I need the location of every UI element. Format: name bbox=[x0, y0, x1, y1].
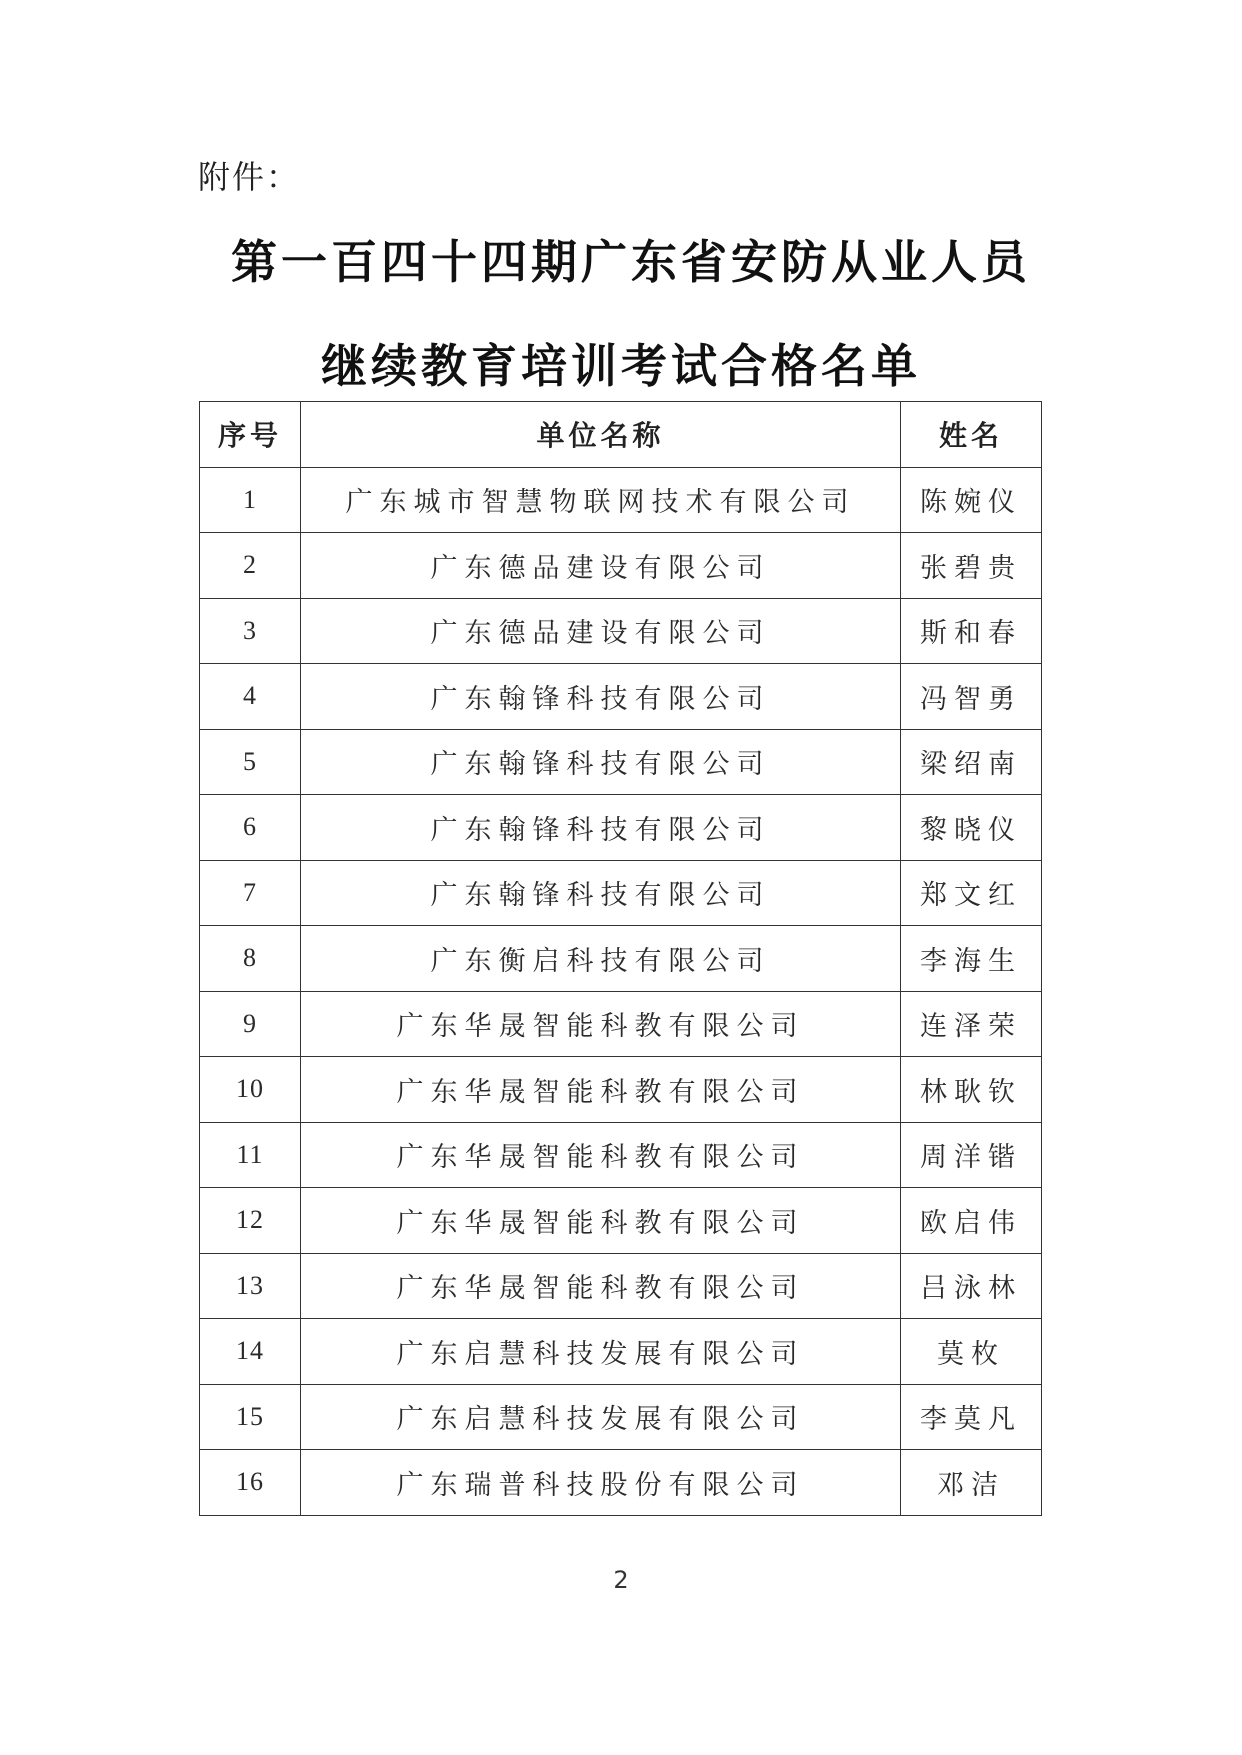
cell-serial: 15 bbox=[200, 1384, 301, 1450]
table-row bbox=[200, 1450, 1042, 1516]
table-row bbox=[200, 664, 1042, 730]
table-row bbox=[200, 533, 1042, 599]
cell-serial: 16 bbox=[200, 1450, 301, 1516]
cell-serial: 11 bbox=[200, 1122, 301, 1188]
cell-serial: 9 bbox=[200, 991, 301, 1057]
cell-name: 陈婉仪 bbox=[901, 467, 1042, 533]
cell-company: 广东衡启科技有限公司 bbox=[301, 926, 901, 992]
column-header-serial: 序号 bbox=[200, 402, 301, 468]
qualified-list-table bbox=[199, 401, 1042, 1516]
cell-company: 广东翰锋科技有限公司 bbox=[301, 664, 901, 730]
column-header-company: 单位名称 bbox=[301, 402, 901, 468]
table-row bbox=[200, 729, 1042, 795]
table-row bbox=[200, 1384, 1042, 1450]
table-row bbox=[200, 598, 1042, 664]
cell-company: 广东城市智慧物联网技术有限公司 bbox=[301, 467, 901, 533]
cell-company: 广东华晟智能科教有限公司 bbox=[301, 1057, 901, 1123]
cell-serial: 5 bbox=[200, 729, 301, 795]
cell-serial: 8 bbox=[200, 926, 301, 992]
cell-name: 张碧贵 bbox=[901, 533, 1042, 599]
cell-name: 周洋锴 bbox=[901, 1122, 1042, 1188]
cell-company: 广东德品建设有限公司 bbox=[301, 533, 901, 599]
table-row bbox=[200, 991, 1042, 1057]
table-row bbox=[200, 1057, 1042, 1123]
cell-serial: 13 bbox=[200, 1253, 301, 1319]
table-row bbox=[200, 1122, 1042, 1188]
cell-serial: 1 bbox=[200, 467, 301, 533]
cell-company: 广东翰锋科技有限公司 bbox=[301, 795, 901, 861]
cell-company: 广东华晟智能科教有限公司 bbox=[301, 1253, 901, 1319]
cell-company: 广东德品建设有限公司 bbox=[301, 598, 901, 664]
cell-name: 欧启伟 bbox=[901, 1188, 1042, 1254]
table-row bbox=[200, 860, 1042, 926]
cell-name: 斯和春 bbox=[901, 598, 1042, 664]
document-title-line-1: 第一百四十四期广东省安防从业人员 bbox=[231, 235, 1031, 289]
table-row bbox=[200, 926, 1042, 992]
cell-serial: 4 bbox=[200, 664, 301, 730]
cell-company: 广东启慧科技发展有限公司 bbox=[301, 1319, 901, 1385]
table-row bbox=[200, 1188, 1042, 1254]
cell-name: 李莫凡 bbox=[901, 1384, 1042, 1450]
cell-name: 黎晓仪 bbox=[901, 795, 1042, 861]
cell-company: 广东翰锋科技有限公司 bbox=[301, 729, 901, 795]
cell-name: 郑文红 bbox=[901, 860, 1042, 926]
cell-name: 莫枚 bbox=[901, 1319, 1042, 1385]
cell-serial: 14 bbox=[200, 1319, 301, 1385]
attachment-label: 附件： bbox=[198, 158, 301, 196]
table-row bbox=[200, 1319, 1042, 1385]
column-header-name: 姓名 bbox=[901, 402, 1042, 468]
cell-name: 李海生 bbox=[901, 926, 1042, 992]
cell-company: 广东瑞普科技股份有限公司 bbox=[301, 1450, 901, 1516]
table-header-row bbox=[200, 402, 1042, 468]
cell-serial: 3 bbox=[200, 598, 301, 664]
cell-serial: 2 bbox=[200, 533, 301, 599]
cell-serial: 12 bbox=[200, 1188, 301, 1254]
cell-name: 连泽荣 bbox=[901, 991, 1042, 1057]
cell-name: 冯智勇 bbox=[901, 664, 1042, 730]
cell-name: 林耿钦 bbox=[901, 1057, 1042, 1123]
table-row bbox=[200, 1253, 1042, 1319]
cell-name: 吕泳林 bbox=[901, 1253, 1042, 1319]
table-row bbox=[200, 795, 1042, 861]
cell-company: 广东启慧科技发展有限公司 bbox=[301, 1384, 901, 1450]
cell-company: 广东翰锋科技有限公司 bbox=[301, 860, 901, 926]
document-title-line-2: 继续教育培训考试合格名单 bbox=[321, 339, 921, 393]
cell-company: 广东华晟智能科教有限公司 bbox=[301, 991, 901, 1057]
cell-serial: 6 bbox=[200, 795, 301, 861]
cell-serial: 7 bbox=[200, 860, 301, 926]
cell-company: 广东华晟智能科教有限公司 bbox=[301, 1188, 901, 1254]
cell-serial: 10 bbox=[200, 1057, 301, 1123]
page-number: 2 bbox=[613, 1566, 629, 1594]
cell-company: 广东华晟智能科教有限公司 bbox=[301, 1122, 901, 1188]
cell-name: 邓洁 bbox=[901, 1450, 1042, 1516]
table-row bbox=[200, 467, 1042, 533]
cell-name: 梁绍南 bbox=[901, 729, 1042, 795]
